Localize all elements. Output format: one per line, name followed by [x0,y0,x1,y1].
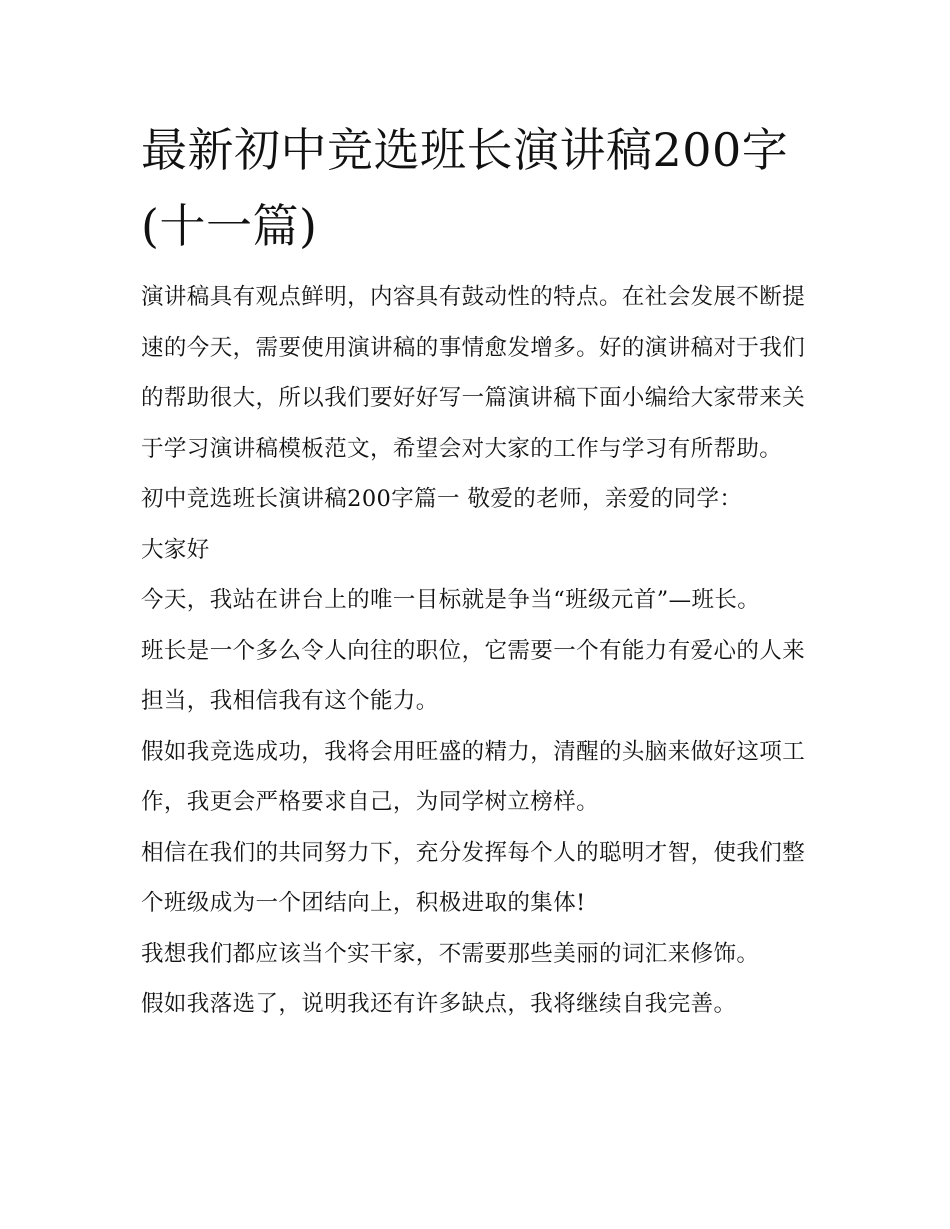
body-paragraph: 我想我们都应该当个实干家，不需要那些美丽的词汇来修饰。 [141,940,760,967]
greeting-paragraph: 大家好 [141,536,210,563]
body-paragraph: 假如我落选了，说明我还有许多缺点，我将继续自我完善。 [141,991,737,1017]
body-paragraph: 班长是一个多么令人向往的职位，它需要一个有能力有爱心的人来担当，我相信我有这个能力。 [141,637,806,714]
intro-paragraph: 演讲稿具有观点鲜明，内容具有鼓动性的特点。在社会发展不断提速的今天，需要使用演讲稿的事情愈发增多。好的演讲稿对于我们的帮助很大，所以我们要好好写一篇演讲稿下面小编给大家带来关于学习演讲稿模板范文，希望会对大家的工作与学习有所帮助。 [141,284,806,462]
section-heading-paragraph: 初中竞选班长演讲稿200字篇一 敬爱的老师，亲爱的同学： [141,486,743,512]
document-title: 最新初中竞选班长演讲稿200字(十一篇) [141,123,789,253]
body-paragraph: 假如我竞选成功，我将会用旺盛的精力，清醒的头脑来做好这项工作，我更会严格要求自己，为同学树立榜样。 [141,738,806,815]
body-paragraph: 相信在我们的共同努力下，充分发挥每个人的聪明才智，使我们整个班级成为一个团结向上，积极进取的集体! [141,839,806,916]
body-paragraph: 今天，我站在讲台上的唯一目标就是争当“班级元首”—班长。 [141,587,761,613]
document-content [141,112,821,1030]
